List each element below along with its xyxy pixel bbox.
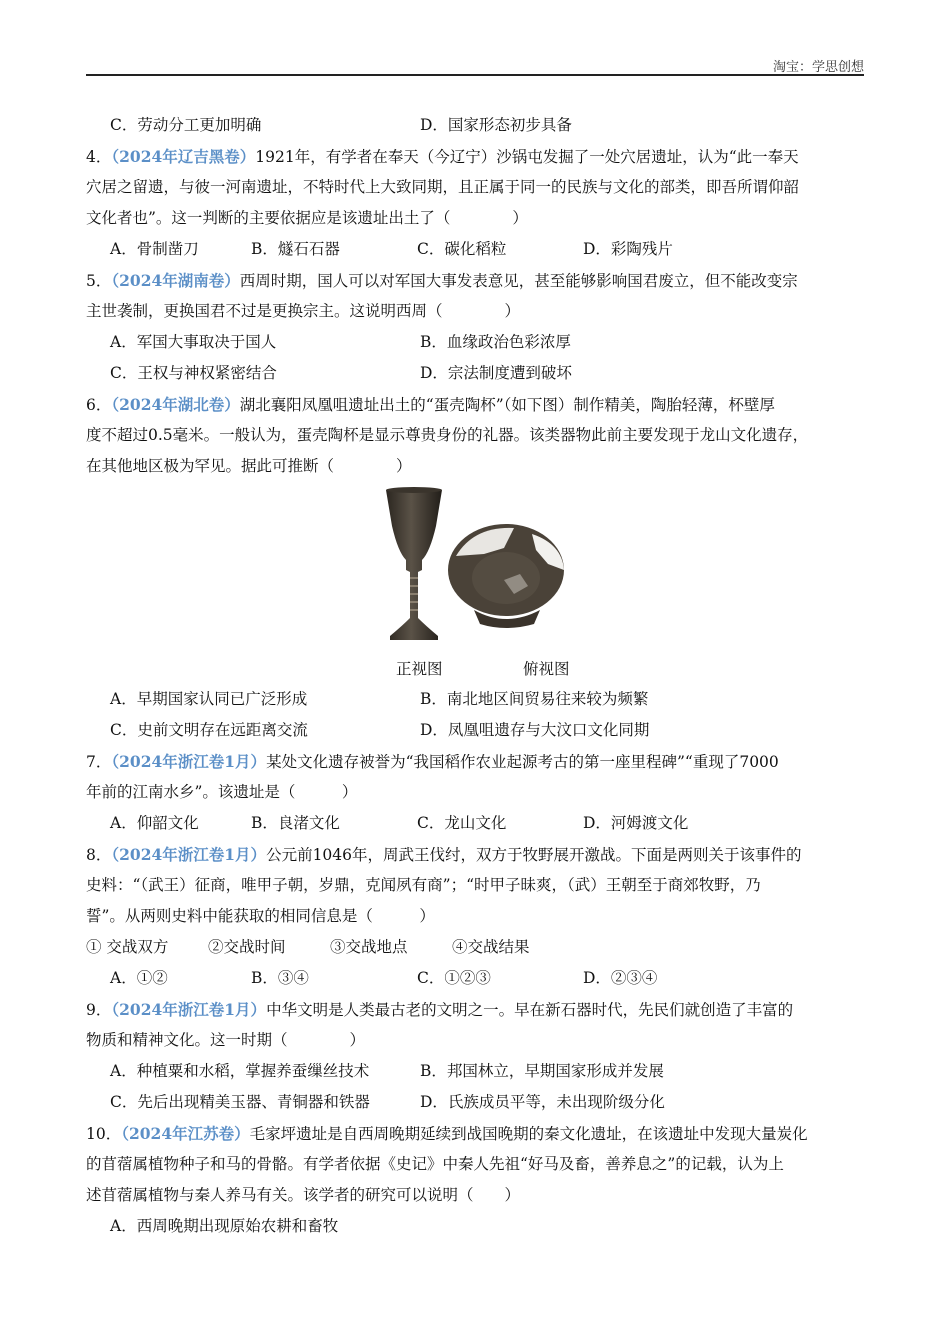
question-content xyxy=(86,110,864,1242)
q4-options xyxy=(86,234,864,265)
caption-top-view: 俯视图 xyxy=(523,660,570,678)
q10-stem-line1 xyxy=(86,1118,864,1149)
q9-stem-line1 xyxy=(86,994,864,1025)
q7-option-b[interactable]: B．良渚文化 xyxy=(251,814,340,832)
q10-option-a[interactable]: A．西周晚期出现原始农耕和畜牧 xyxy=(110,1217,339,1235)
q3-options-cd xyxy=(86,110,864,141)
q6-stem-line3: 在其他地区极为罕见。据此可推断（ ） xyxy=(86,457,412,475)
q5-text: 西周时期，国人可以对军国大事发表意见，甚至能够影响国君废立，但不能改变宗 xyxy=(239,272,798,290)
q3-option-d[interactable]: D．国家形态初步具备 xyxy=(420,116,572,134)
q4-text: 1921年，有学者在奉天（今辽宁）沙锅屯发掘了一处穴居遗址，认为“此一奉天 xyxy=(255,148,799,166)
q4-stem-line2: 穴居之留遗，与彼一河南遗址，不特时代上大致同期，且正属于同一的民族与文化的部类，即吾所谓仰韶 xyxy=(86,178,800,196)
q7-number: 7． xyxy=(86,753,112,771)
q5-option-b[interactable]: B．血缘政治色彩浓厚 xyxy=(420,333,571,351)
q9-number: 9． xyxy=(86,1001,112,1019)
q8-text: 公元前1046年，周武王伐纣，双方于牧野展开激战。下面是两则关于该事件的 xyxy=(266,846,802,864)
header-rule xyxy=(86,74,864,76)
q7-option-c[interactable]: C．龙山文化 xyxy=(417,814,507,832)
q5-number: 5． xyxy=(86,272,112,290)
q8-options xyxy=(86,963,864,994)
q9-source-tag: （2024年浙江卷1月） xyxy=(111,1000,267,1019)
q7-option-d[interactable]: D．河姆渡文化 xyxy=(583,814,689,832)
q4-option-d[interactable]: D．彩陶残片 xyxy=(583,240,673,258)
q9-stem-line2: 物质和精神文化。这一时期（ ） xyxy=(86,1031,366,1049)
q7-options xyxy=(86,808,864,839)
q8-item-4: ④交战结果 xyxy=(452,938,530,956)
q9-options-cd xyxy=(86,1087,864,1118)
q4-option-c[interactable]: C．碳化稻粒 xyxy=(417,240,507,258)
figure-captions xyxy=(86,654,864,684)
eggshell-cup-figure xyxy=(86,486,864,654)
q8-stem-line2: 史料：“（武王）征商，唯甲子朝，岁鼎，克闻夙有商”；“时甲子昧爽，（武）王朝至于商郊牧野，乃 xyxy=(86,876,761,894)
q8-stem-line3: 誓”。从两则史料中能获取的相同信息是（ ） xyxy=(86,907,435,925)
q8-option-b[interactable]: B．③④ xyxy=(251,969,309,987)
q8-option-a[interactable]: A．①② xyxy=(110,969,168,987)
q6-text: 湖北襄阳凤凰咀遗址出土的“蛋壳陶杯”（如下图）制作精美，陶胎轻薄，杯壁厚 xyxy=(239,396,775,414)
q5-source-tag: （2024年湖南卷） xyxy=(111,271,240,290)
q8-number: 8． xyxy=(86,846,112,864)
q5-option-d[interactable]: D．宗法制度遭到破坏 xyxy=(420,364,572,382)
q8-option-d[interactable]: D．②③④ xyxy=(583,969,658,987)
q10-stem-line2: 的苜蓿属植物种子和马的骨骼。有学者依据《史记》中秦人先祖“好马及畜，善养息之”的记载，认为上 xyxy=(86,1155,784,1173)
q8-stem-line1 xyxy=(86,839,864,870)
q5-stem-line2: 主世袭制，更换国君不过是更换宗主。这说明西周（ ） xyxy=(86,302,521,320)
q7-stem-line1 xyxy=(86,746,864,777)
q7-stem-line2: 年前的江南水乡”。该遗址是（ ） xyxy=(86,783,358,801)
q9-option-c[interactable]: C．先后出现精美玉器、青铜器和铁器 xyxy=(110,1093,370,1111)
q5-option-c[interactable]: C．王权与神权紧密结合 xyxy=(110,364,277,382)
q5-options-ab xyxy=(86,327,864,358)
q10-number: 10． xyxy=(86,1125,122,1143)
q4-source-tag: （2024年辽吉黑卷） xyxy=(111,147,256,166)
q10-options xyxy=(86,1211,864,1242)
cup-top-view-image xyxy=(444,520,574,630)
q7-source-tag: （2024年浙江卷1月） xyxy=(111,752,267,771)
q3-option-c[interactable]: C．劳动分工更加明确 xyxy=(110,116,262,134)
cup-front-view-image xyxy=(384,486,444,642)
q8-item-3: ③交战地点 xyxy=(330,938,408,956)
page-header-source: 淘宝：学思创想 xyxy=(772,60,864,75)
q4-number: 4． xyxy=(86,148,112,166)
q6-options-cd xyxy=(86,715,864,746)
q4-option-b[interactable]: B．燧石石器 xyxy=(251,240,340,258)
q8-source-tag: （2024年浙江卷1月） xyxy=(111,845,267,864)
q8-item-1: ① 交战双方 xyxy=(86,938,169,956)
q6-option-c[interactable]: C．史前文明存在远距离交流 xyxy=(110,721,308,739)
q9-options-ab xyxy=(86,1056,864,1087)
q9-option-d[interactable]: D．氏族成员平等，未出现阶级分化 xyxy=(420,1093,665,1111)
q8-statement-items xyxy=(86,932,864,963)
caption-front-view: 正视图 xyxy=(396,660,443,678)
q4-stem-line3: 文化者也”。这一判断的主要依据应是该遗址出土了（ ） xyxy=(86,209,528,227)
q4-stem-line1 xyxy=(86,141,864,172)
q5-option-a[interactable]: A．军国大事取决于国人 xyxy=(110,333,277,351)
q6-stem-line2: 度不超过0.5毫米。一般认为，蛋壳陶杯是显示尊贵身份的礼器。该类器物此前主要发现于龙山文化遗存， xyxy=(86,426,809,444)
q6-option-d[interactable]: D．凤凰咀遗存与大汶口文化同期 xyxy=(420,721,650,739)
q6-option-a[interactable]: A．早期国家认同已广泛形成 xyxy=(110,690,308,708)
q9-text: 中华文明是人类最古老的文明之一。早在新石器时代，先民们就创造了丰富的 xyxy=(266,1001,794,1019)
q5-options-cd xyxy=(86,358,864,389)
q6-option-b[interactable]: B．南北地区间贸易往来较为频繁 xyxy=(420,690,649,708)
q6-options-ab xyxy=(86,684,864,715)
q9-option-b[interactable]: B．邦国林立，早期国家形成并发展 xyxy=(420,1062,664,1080)
q6-stem-line1 xyxy=(86,389,864,420)
q10-source-tag: （2024年江苏卷） xyxy=(121,1124,250,1143)
q7-option-a[interactable]: A．仰韶文化 xyxy=(110,814,199,832)
q8-option-c[interactable]: C．①②③ xyxy=(417,969,491,987)
q4-option-a[interactable]: A．骨制凿刀 xyxy=(110,240,199,258)
q8-item-2: ②交战时间 xyxy=(208,938,286,956)
q7-text: 某处文化遗存被誉为“我国稻作农业起源考古的第一座里程碑”“重现了7000 xyxy=(266,753,779,771)
q6-source-tag: （2024年湖北卷） xyxy=(111,395,240,414)
q6-number: 6． xyxy=(86,396,112,414)
q5-stem-line1 xyxy=(86,265,864,296)
q10-text: 毛家坪遗址是自西周晚期延续到战国晚期的秦文化遗址，在该遗址中发现大量炭化 xyxy=(249,1125,808,1143)
q9-option-a[interactable]: A．种植粟和水稻，掌握养蚕缫丝技术 xyxy=(110,1062,370,1080)
q10-stem-line3: 述苜蓿属植物与秦人养马有关。该学者的研究可以说明（ ） xyxy=(86,1186,521,1204)
